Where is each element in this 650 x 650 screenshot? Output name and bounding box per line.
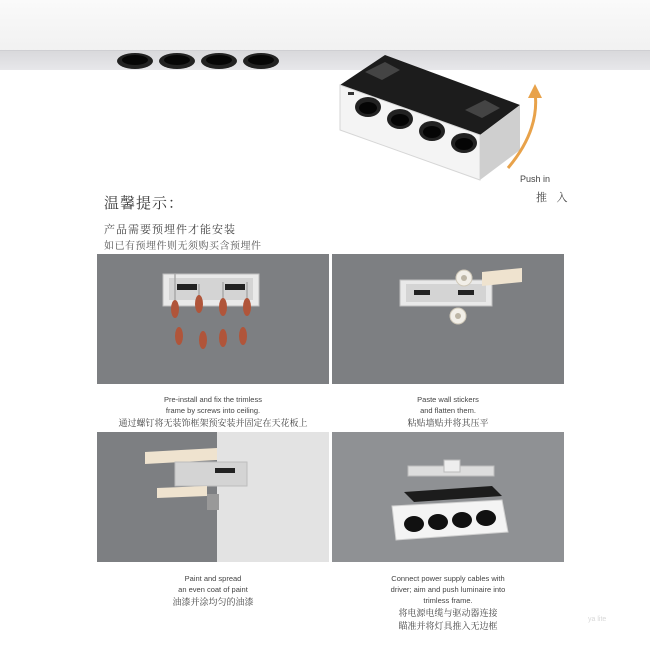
step-2-caption: [332, 394, 564, 431]
tips-heading: 温馨提示：: [104, 194, 185, 212]
step-1-caption-en-line1: Pre-install and fix the trimless: [164, 395, 262, 404]
step-3-image: [97, 432, 329, 562]
push-in-label: Push in: [520, 174, 551, 184]
step-1-caption: [97, 394, 329, 431]
step-4-caption-en-line2: driver; aim and push luminaire into: [390, 585, 506, 594]
downlight-3: [201, 53, 237, 69]
requirement-note: 如已有预埋件则无须购买含预埋件: [104, 241, 262, 252]
downlight-4: [243, 53, 279, 69]
step-3-caption-en-line1: Paint and spread: [184, 574, 242, 583]
step-1-image: [97, 254, 329, 384]
step-3-caption-cn: 油漆并涂均匀的油漆: [172, 598, 254, 608]
step-1-caption-cn: 通过螺钉将无装饰框架预安装并固定在天花板上: [118, 419, 308, 429]
step-2-caption-en-line1: Paste wall stickers: [417, 395, 479, 404]
requirement-text: 产品需要预埋件才能安装: [104, 223, 236, 236]
step-4-caption-en-line1: Connect power supply cables with: [391, 574, 505, 583]
watermark: ya lite: [588, 616, 607, 623]
arrow-up-icon: [528, 84, 542, 98]
downlight-2: [159, 53, 195, 69]
step-4-caption-cn-line2: 瞄准并将灯具推入无边框: [398, 622, 498, 632]
step-3-caption: [97, 573, 329, 610]
step-4-caption-en-line3: trimless frame.: [423, 596, 473, 605]
downlight-1: [117, 53, 153, 69]
push-in-label-cn: 推 入: [536, 191, 571, 204]
step-3-caption-en-line2: an even coat of paint: [178, 585, 248, 594]
step-2-caption-cn: 粘贴墙贴并将其压平: [407, 419, 489, 429]
step-4-image: [332, 432, 564, 562]
step-4-caption: [332, 573, 564, 634]
step-4-caption-cn-line1: 将电源电缆与驱动器连接: [398, 609, 498, 619]
step-2-image: [332, 254, 564, 384]
step-2-caption-en-line2: and flatten them.: [420, 406, 476, 415]
step-1-caption-en-line2: frame by screws into ceiling.: [165, 406, 261, 415]
